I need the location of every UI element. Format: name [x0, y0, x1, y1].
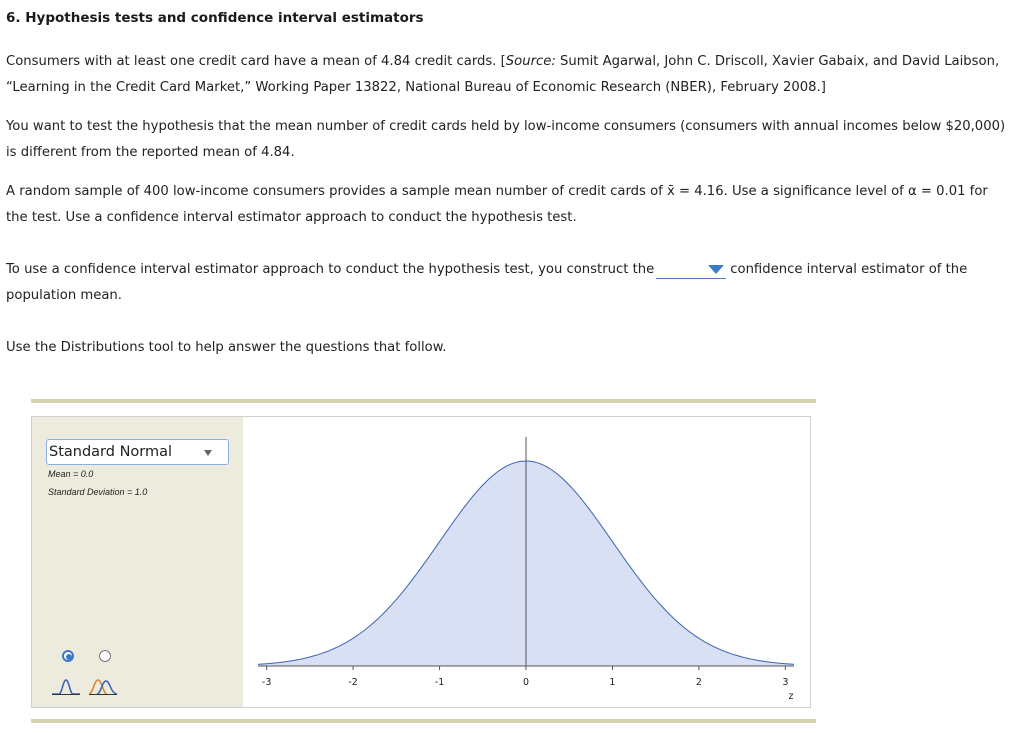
ci-question-text-a: To use a confidence interval estimator approach to conduct the hypothesis test, you construct the: [6, 262, 655, 277]
sd-label: Standard Deviation = 1.0: [48, 487, 148, 497]
ci-type-dropdown[interactable]: [656, 260, 726, 279]
paragraph-ci-question: [6, 257, 1006, 309]
x-tick-label: -3: [261, 677, 272, 688]
chevron-down-icon: [204, 450, 212, 456]
x-tick-label: -1: [434, 677, 445, 688]
tool-control-panel: [32, 417, 243, 707]
view-radio-single[interactable]: [62, 650, 74, 662]
distribution-select-value: Standard Normal: [49, 444, 173, 460]
x-tick-label: 2: [695, 677, 702, 688]
view-radio-compare[interactable]: [99, 650, 111, 662]
x-tick-label: -2: [348, 677, 358, 688]
distributions-tool: [31, 416, 811, 708]
question-title: 6. Hypothesis tests and confidence interval estimators: [6, 10, 424, 26]
x-tick-label: 0: [522, 677, 530, 688]
source-label: Source:: [505, 54, 556, 69]
paragraph-hypothesis: You want to test the hypothesis that the mean number of credit cards held by low-income consumers (consumers with annual incomes below $20,000) is different from the reported mean of 4.84.: [6, 119, 1006, 160]
paragraph-source-text-b: Sumit Agarwal, John C. Driscoll, Xavier Gabaix, and David Laibson, “Learning in the Credit Card Market,” Working Paper 13822, National Bureau of Economic Research (NBER), February 2008.]: [6, 54, 1000, 95]
paragraph-source: [6, 49, 1006, 101]
single-curve-icon: [50, 674, 82, 698]
dropdown-arrow-icon: [708, 265, 724, 274]
paragraph-source-text-a: Consumers with at least one credit card have a mean of 4.84 credit cards. [: [6, 54, 506, 69]
paragraph-sample: A random sample of 400 low-income consumers provides a sample mean number of credit cards of x̄ = 4.16. Use a significance level of α = 0.01 for the test. Use a confidence interval estimator approach to conduct the hypothesis test.: [6, 184, 988, 225]
x-tick-label: 1: [609, 677, 616, 688]
x-axis-label: z: [788, 691, 794, 702]
mean-label: Mean = 0.0: [48, 469, 94, 479]
tool-top-rule: [31, 399, 816, 403]
ci-question-text-b: confidence interval estimator of the population mean.: [6, 262, 968, 303]
normal-distribution-chart[interactable]: [244, 417, 810, 707]
distribution-select[interactable]: [46, 439, 229, 465]
compare-curves-icon: [87, 674, 119, 698]
tool-bottom-rule: [31, 719, 816, 723]
paragraph-tool-instruction: Use the Distributions tool to help answer the questions that follow.: [6, 340, 447, 355]
x-tick-label: 3: [782, 677, 789, 688]
